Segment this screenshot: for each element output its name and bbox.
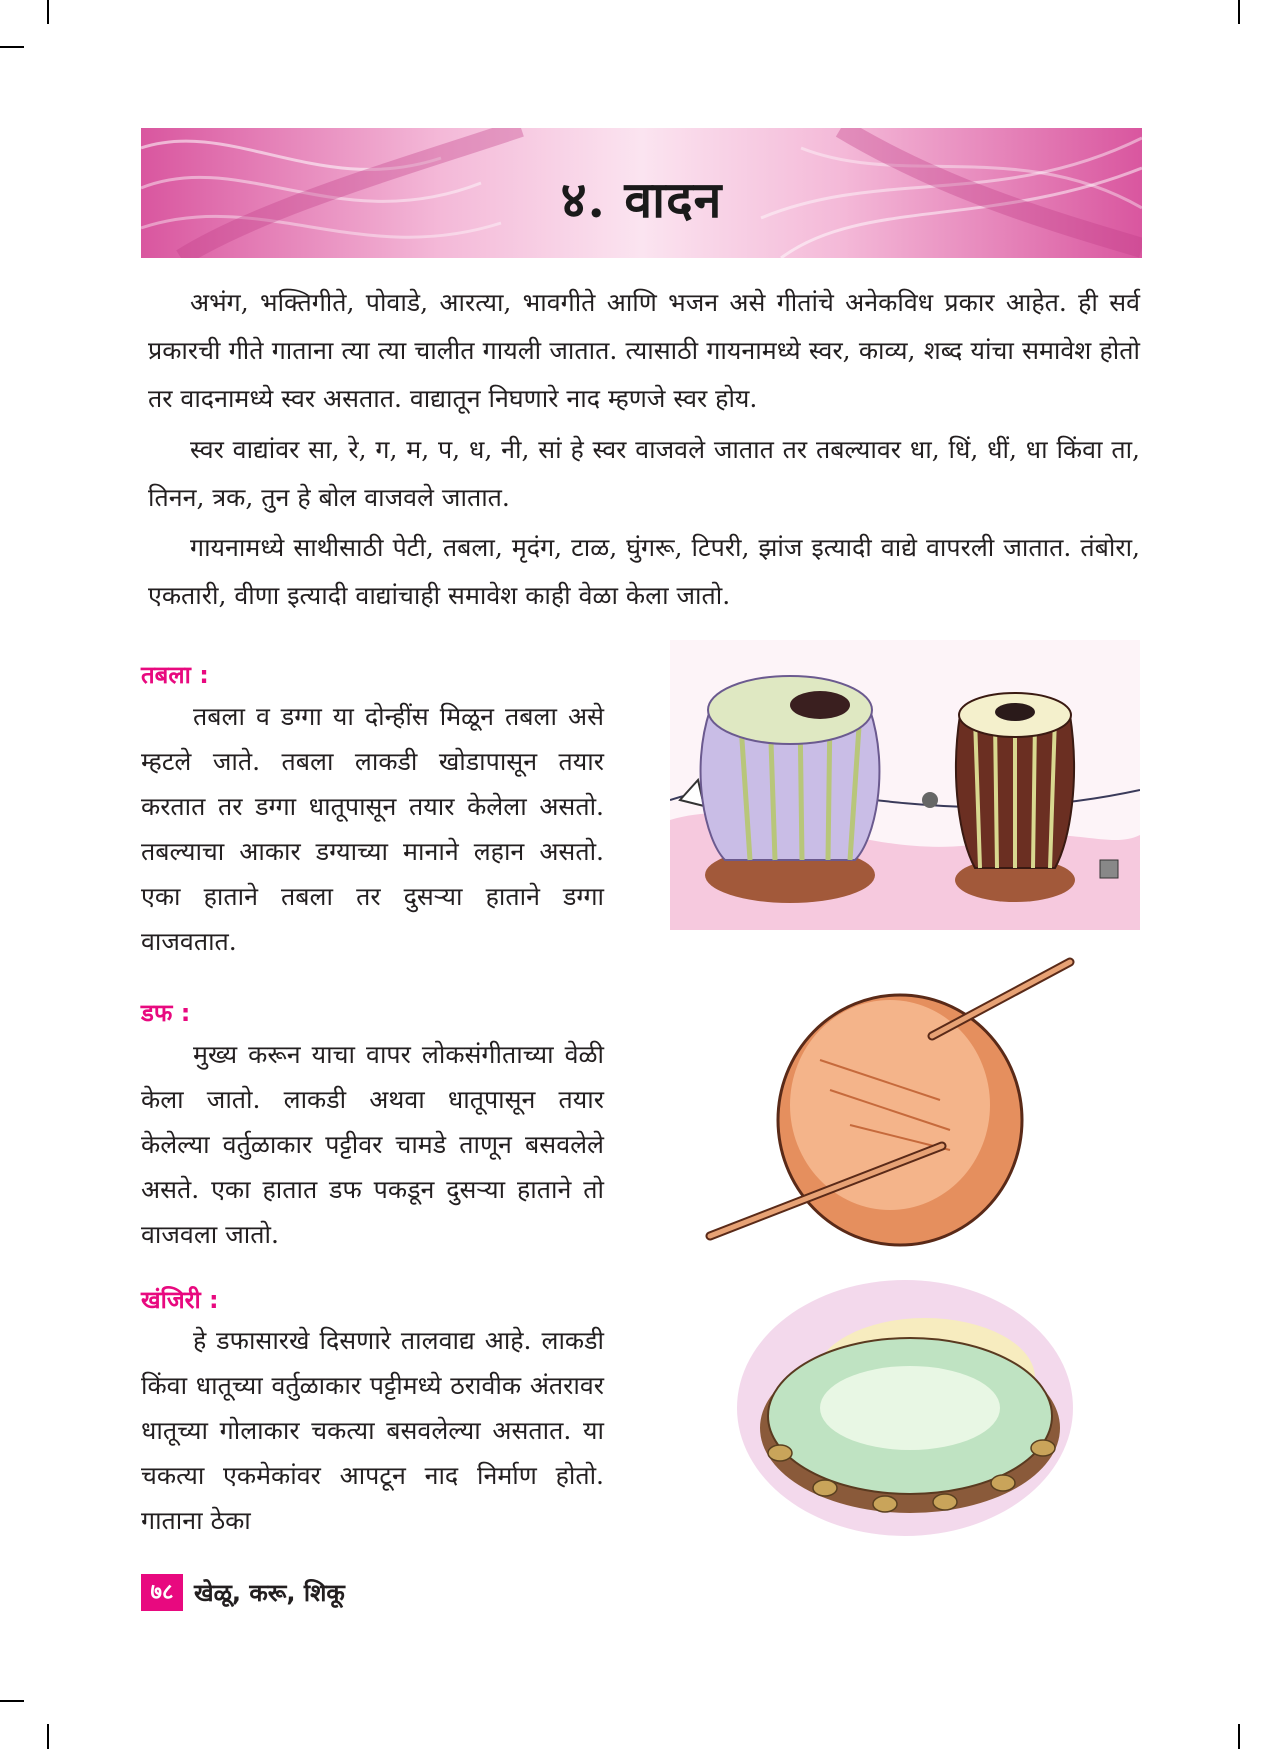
crop-mark-top-left-v <box>47 0 49 24</box>
section-heading-tabla: तबला : <box>141 661 209 689</box>
chapter-title: ४. वादन <box>560 170 723 229</box>
book-title: खेळू, करू, शिकू <box>194 1579 345 1607</box>
crop-mark-top-right-v <box>1238 0 1240 24</box>
crop-mark-top-left-h <box>0 46 24 48</box>
intro-paragraph-1: अभंग, भक्तिगीते, पोवाडे, आरत्या, भावगीते आणि भजन असे गीतांचे अनेकविध प्रकार आहेत. ही सर्व प्रकारची गीते गाताना त्या त्या चालीत गायली जातात. त्यासाठी गायनामध्ये स्वर, काव्य, शब्द यांचा समावेश होतो तर वादनामध्ये स्वर असतात. वाद्यातून निघणारे नाद म्हणजे स्वर होय. <box>148 288 1140 413</box>
section-text-khanjiri: हे डफासारखे दिसणारे तालवाद्य आहे. लाकडी किंवा धातूच्या वर्तुळाकार पट्टीमध्ये ठरावीक अंतरावर धातूच्या गोलाकार चकत्या बसवलेल्या असतात. या चकत्या एकमेकांवर आपटून नाद निर्माण होतो. गाताना ठेका <box>141 1326 604 1535</box>
daf-illustration <box>700 950 1100 1250</box>
crop-mark-bottom-right-v <box>1238 1724 1240 1749</box>
intro-paragraph-2: स्वर वाद्यांवर सा, रे, ग, म, प, ध, नी, सां हे स्वर वाजवले जातात तर तबल्यावर धा, धिं, धीं, धा किंवा ता, तिनन, त्रक, तुन हे बोल वाजवले जातात. <box>148 435 1140 512</box>
intro-paragraph-3: गायनामध्ये साथीसाठी पेटी, तबला, मृदंग, टाळ, घुंगरू, टिपरी, झांज इत्यादी वाद्ये वापरली जातात. तंबोरा, एकतारी, वीणा इत्यादी वाद्यांचाही समावेश काही वेळा केला जातो. <box>148 533 1140 610</box>
tabla-illustration <box>670 640 1140 930</box>
page-number-badge: ७८ <box>141 1574 183 1611</box>
chapter-banner <box>141 128 1142 258</box>
crop-mark-bottom-left-h <box>0 1700 24 1702</box>
khanjiri-illustration <box>735 1268 1075 1548</box>
section-heading-khanjiri: खंजिरी : <box>141 1286 219 1314</box>
crop-mark-bottom-left-v <box>47 1724 49 1749</box>
section-text-daf: मुख्य करून याचा वापर लोकसंगीताच्या वेळी केला जातो. लाकडी अथवा धातूपासून तयार केलेल्या वर्तुळाकार पट्टीवर चामडे ताणून बसवलेले असते. एका हातात डफ पकडून दुसऱ्या हाताने तो वाजवला जातो. <box>141 1040 604 1249</box>
section-heading-daf: डफ : <box>141 999 191 1027</box>
section-text-tabla: तबला व डग्गा या दोन्हींस मिळून तबला असे म्हटले जाते. तबला लाकडी खोडापासून तयार करतात तर डग्गा धातूपासून तयार केलेला असतो. तबल्याचा आकार डग्याच्या मानाने लहान असतो. एका हाताने तबला तर दुसऱ्या हाताने डग्गा वाजवतात. <box>141 702 604 956</box>
